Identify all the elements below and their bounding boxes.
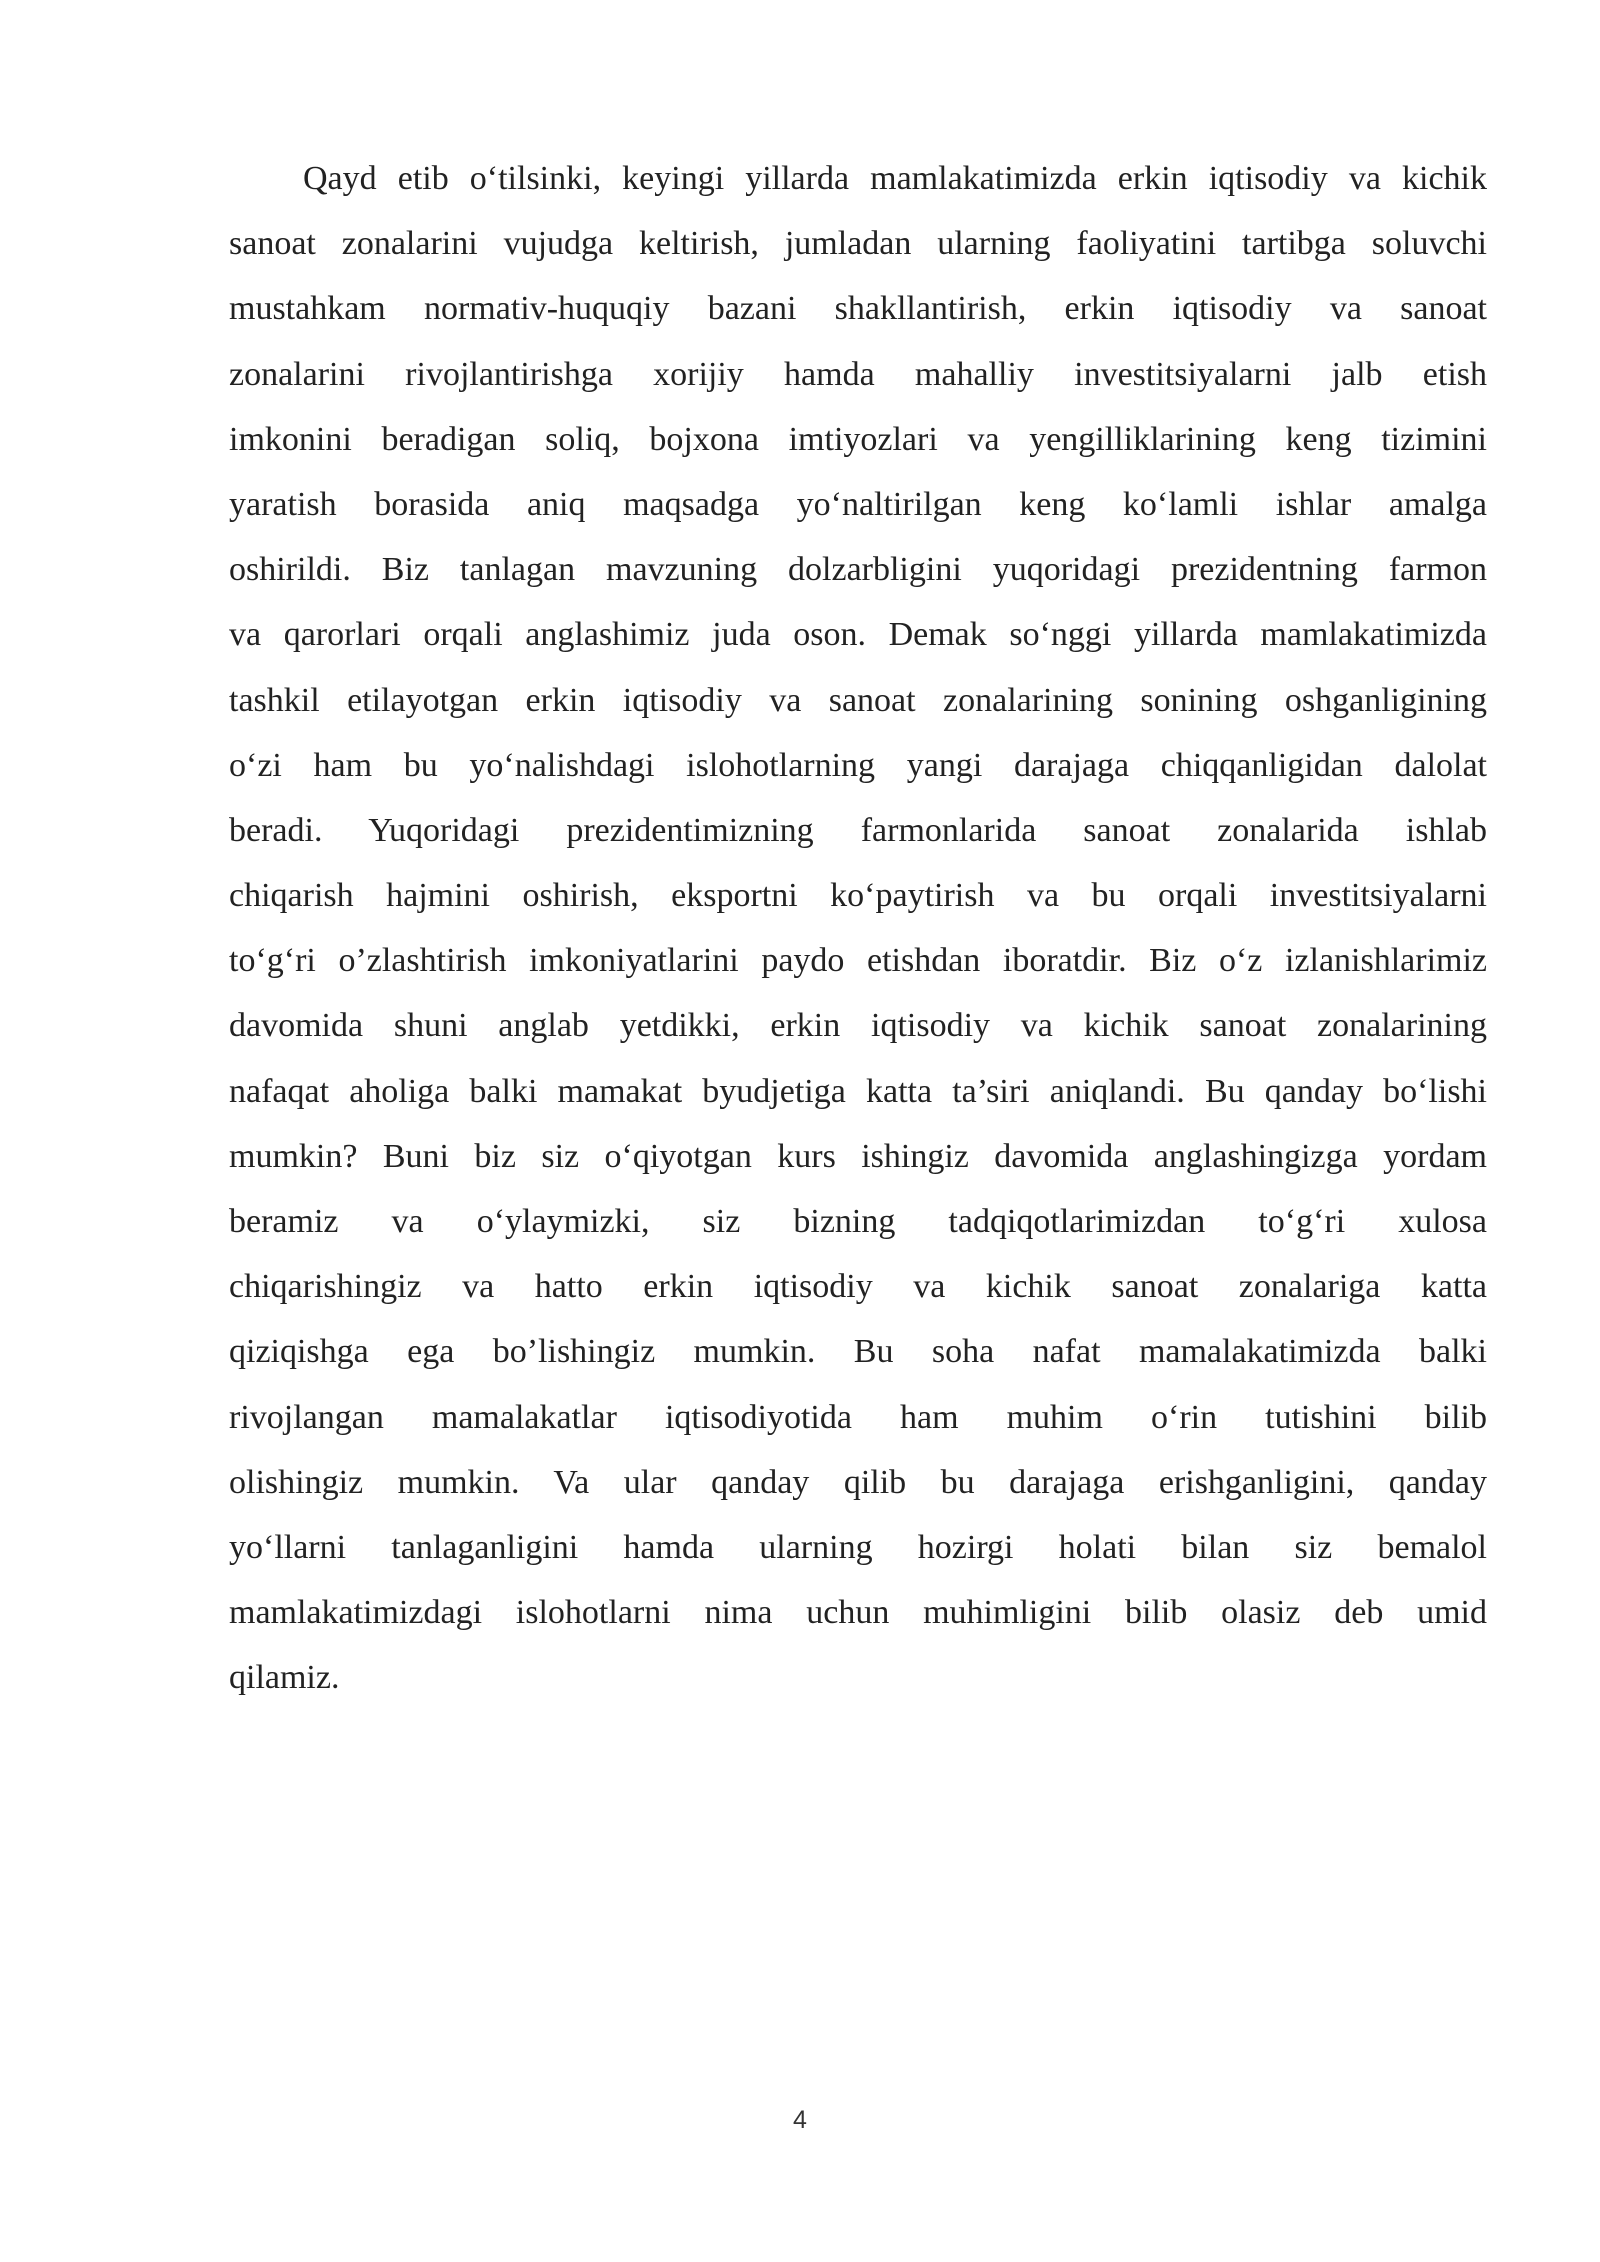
paragraph-line: qilamiz. xyxy=(229,1659,340,1697)
paragraph-line: qiziqishga ega bo’lishingiz mumkin. Bu soha nafat mamalakatimizda balki xyxy=(229,1333,1487,1371)
paragraph-line: tashkil etilayotgan erkin iqtisodiy va sanoat zonalarining sonining oshganligining xyxy=(229,681,1487,719)
paragraph-line: chiqarishingiz va hatto erkin iqtisodiy va kichik sanoat zonalariga katta xyxy=(229,1268,1487,1306)
paragraph-line: rivojlangan mamalakatlar iqtisodiyotida ham muhim o‘rin tutishini bilib xyxy=(229,1398,1487,1436)
paragraph-line: beradi. Yuqoridagi prezidentimizning farmonlarida sanoat zonalarida ishlab xyxy=(229,811,1487,849)
paragraph-line: sanoat zonalarini vujudga keltirish, jumladan ularning faoliyatini tartibga soluvchi xyxy=(229,225,1487,263)
body-paragraph xyxy=(229,146,1487,1711)
paragraph-line: Qayd etib o‘tilsinki, keyingi yillarda mamlakatimizda erkin iqtisodiy va kichik xyxy=(303,160,1487,197)
paragraph-line: zonalarini rivojlantirishga xorijiy hamda mahalliy investitsiyalarni jalb etish xyxy=(229,355,1487,393)
paragraph-line: beramiz va o‘ylaymizki, siz bizning tadqiqotlarimizdan to‘g‘ri xulosa xyxy=(229,1203,1487,1240)
paragraph-line: oshirildi. Biz tanlagan mavzuning dolzarbligini yuqoridagi prezidentning farmon xyxy=(229,551,1487,589)
paragraph-line: o‘zi ham bu yo‘nalishdagi islohotlarning yangi darajaga chiqqanligidan dalolat xyxy=(229,746,1487,784)
paragraph-line: yo‘llarni tanlaganligini hamda ularning hozirgi holati bilan siz bemalol xyxy=(229,1528,1487,1566)
paragraph-line: to‘g‘ri o’zlashtirish imkoniyatlarini paydo etishdan iboratdir. Biz o‘z izlanishlarimiz xyxy=(229,942,1487,980)
paragraph-line: mumkin? Buni biz siz o‘qiyotgan kurs ishingiz davomida anglashingizga yordam xyxy=(229,1137,1487,1175)
paragraph-line: nafaqat aholiga balki mamakat byudjetiga katta ta’siri aniqlandi. Bu qanday bo‘lishi xyxy=(229,1072,1487,1110)
paragraph-line: mustahkam normativ-huquqiy bazani shakllantirish, erkin iqtisodiy va sanoat xyxy=(229,290,1487,328)
paragraph-line: olishingiz mumkin. Va ular qanday qilib bu darajaga erishganligini, qanday xyxy=(229,1463,1487,1501)
page-number: 4 xyxy=(793,2106,807,2134)
paragraph-line: davomida shuni anglab yetdikki, erkin iqtisodiy va kichik sanoat zonalarining xyxy=(229,1007,1487,1045)
paragraph-line: va qarorlari orqali anglashimiz juda oson. Demak so‘nggi yillarda mamlakatimizda xyxy=(229,616,1487,654)
paragraph-line: chiqarish hajmini oshirish, eksportni ko‘paytirish va bu orqali investitsiyalarni xyxy=(229,877,1487,915)
paragraph-line: imkonini beradigan soliq, bojxona imtiyozlari va yengilliklarining keng tizimini xyxy=(229,420,1487,458)
paragraph-line: yaratish borasida aniq maqsadga yo‘naltirilgan keng ko‘lamli ishlar amalga xyxy=(229,485,1487,523)
paragraph-line: mamlakatimizdagi islohotlarni nima uchun muhimligini bilib olasiz deb umid xyxy=(229,1594,1487,1632)
